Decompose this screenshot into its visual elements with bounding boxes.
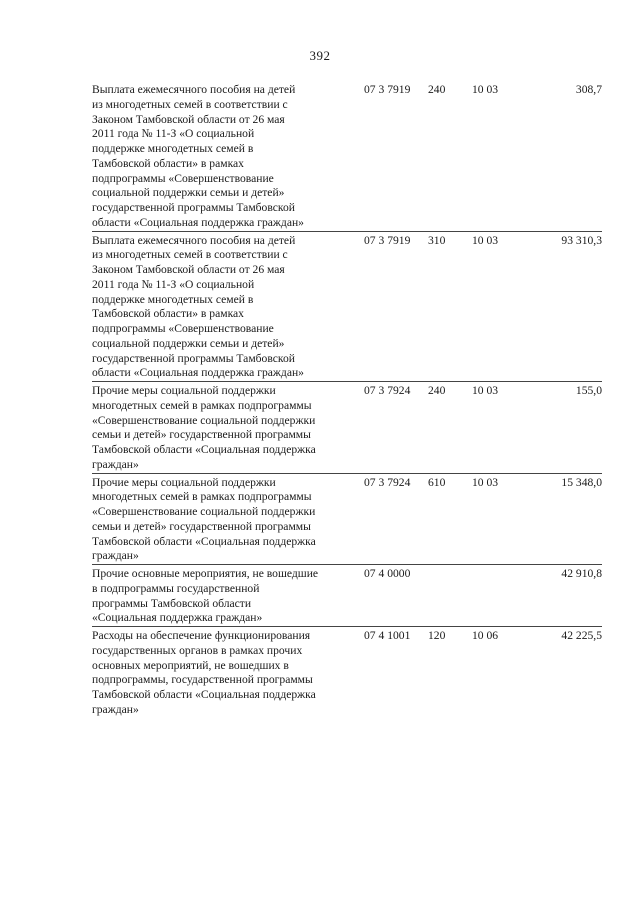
table-row xyxy=(92,564,602,626)
budget-table xyxy=(92,80,602,718)
row-section: 10 06 xyxy=(472,629,499,642)
table-row xyxy=(92,231,602,382)
row-description: Прочие меры социальной поддержки многодетных семей в рамках подпрограммы «Совершенствование социальной поддержки семьи и детей» государственной программы Тамбовской области «Социальная поддержка граждан» xyxy=(92,475,316,563)
page-number: 392 xyxy=(309,48,331,63)
row-expense-type: 240 xyxy=(428,384,446,397)
row-target-code: 07 3 7919 xyxy=(364,233,411,247)
row-description: Выплата ежемесячного пособия на детей из многодетных семей в соответствии с Законом Тамбовской области от 26 мая 2011 года № 11-З «О социальной поддержке многодетных семей в Тамбовской области» в рамках подпрограммы «Совершенствование социальной поддержки семьи и детей» государственной программы Тамбовской области «Социальная поддержка граждан» xyxy=(92,233,304,380)
table-row xyxy=(92,473,602,565)
row-amount: 42 225,5 xyxy=(561,629,602,642)
row-expense-type: 120 xyxy=(428,629,446,642)
table-row xyxy=(92,381,602,473)
row-description: Прочие меры социальной поддержки многодетных семей в рамках подпрограммы «Совершенствование социальной поддержки семьи и детей» государственной программы Тамбовской области «Социальная поддержка граждан» xyxy=(92,384,316,471)
table-row xyxy=(92,626,602,718)
row-expense-type: 610 xyxy=(428,475,446,489)
row-amount: 155,0 xyxy=(575,384,602,397)
row-amount: 308,7 xyxy=(575,83,602,96)
row-amount: 93 310,3 xyxy=(561,233,602,247)
table-row xyxy=(92,80,602,231)
row-target-code: 07 4 0000 xyxy=(364,567,411,580)
row-target-code: 07 3 7924 xyxy=(364,475,411,489)
row-target-code: 07 4 1001 xyxy=(364,629,411,642)
row-section: 10 03 xyxy=(472,83,499,96)
row-target-code: 07 3 7924 xyxy=(364,384,411,397)
row-section: 10 03 xyxy=(472,384,499,397)
row-section: 10 03 xyxy=(472,475,499,489)
row-amount: 42 910,8 xyxy=(561,567,602,580)
row-section: 10 03 xyxy=(472,233,499,247)
row-description: Расходы на обеспечение функционирования государственных органов в рамках прочих основных мероприятий, не вошедших в подпрограммы, государственной программы Тамбовской области «Социальная поддержка граждан» xyxy=(92,629,316,716)
row-expense-type: 310 xyxy=(428,233,446,247)
row-amount: 15 348,0 xyxy=(561,475,602,489)
row-expense-type: 240 xyxy=(428,83,446,96)
row-description: Выплата ежемесячного пособия на детей из многодетных семей в соответствии с Законом Тамбовской области от 26 мая 2011 года № 11-З «О социальной поддержке многодетных семей в Тамбовской области» в рамках подпрограммы «Совершенствование социальной поддержки семьи и детей» государственной программы Тамбовской области «Социальная поддержка граждан» xyxy=(92,83,304,229)
row-target-code: 07 3 7919 xyxy=(364,83,411,96)
row-description: Прочие основные мероприятия, не вошедшие в подпрограммы государственной программы Тамбовской области «Социальная поддержка граждан» xyxy=(92,567,319,625)
